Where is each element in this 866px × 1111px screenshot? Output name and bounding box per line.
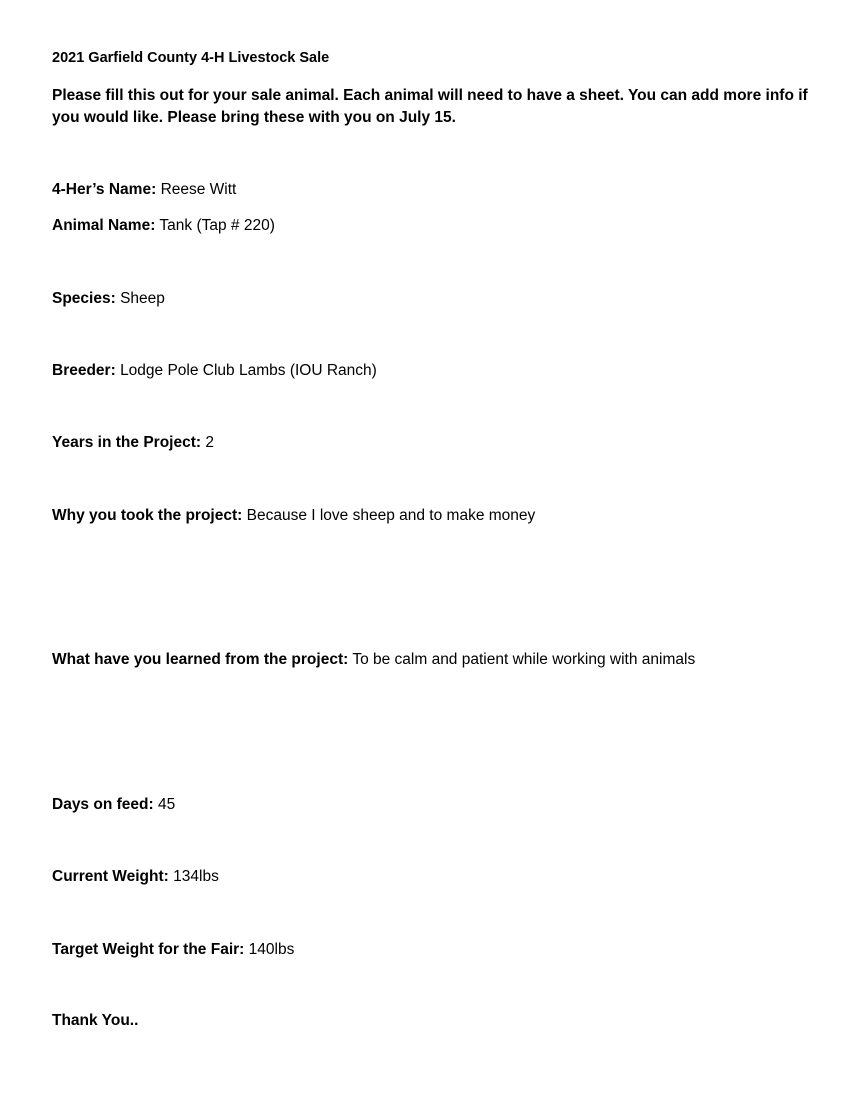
field-target-weight (52, 940, 294, 960)
field-value: Sheep (120, 290, 165, 307)
field-label: Breeder: (52, 362, 116, 379)
field-4her-name (52, 180, 236, 200)
field-value: Lodge Pole Club Lambs (IOU Ranch) (120, 362, 377, 379)
instructions-paragraph: Please fill this out for your sale animal. Each animal will need to have a sheet. You can add more info if you would like. Please bring these with you on July 15. (52, 87, 808, 126)
field-current-weight (52, 867, 219, 887)
field-breeder (52, 361, 377, 381)
field-label: Days on feed: (52, 796, 154, 813)
field-value: 134lbs (173, 868, 219, 885)
field-why-took-project (52, 506, 535, 526)
field-label: Current Weight: (52, 868, 169, 885)
field-what-learned (52, 650, 695, 670)
field-days-on-feed (52, 795, 175, 815)
field-label: Animal Name: (52, 217, 156, 234)
field-label: Species: (52, 290, 116, 307)
field-label: Target Weight for the Fair: (52, 941, 245, 958)
field-value: Reese Witt (160, 181, 237, 198)
closing-text: Thank You.. (52, 1012, 139, 1029)
field-value: To be calm and patient while working with animals (352, 651, 696, 668)
field-label: Why you took the project: (52, 507, 243, 524)
field-label: What have you learned from the project: (52, 651, 349, 668)
document-title: 2021 Garfield County 4-H Livestock Sale (52, 50, 330, 66)
field-species (52, 289, 165, 309)
field-years-in-project (52, 433, 214, 453)
field-animal-name (52, 216, 275, 236)
field-value: 140lbs (248, 941, 295, 958)
field-label: Years in the Project: (52, 434, 202, 451)
field-value: Because I love sheep and to make money (246, 507, 536, 524)
field-value: 45 (157, 796, 176, 813)
field-value: Tank (Tap # 220) (159, 217, 275, 234)
field-value: 2 (205, 434, 214, 451)
field-label: 4-Her’s Name: (52, 181, 157, 198)
